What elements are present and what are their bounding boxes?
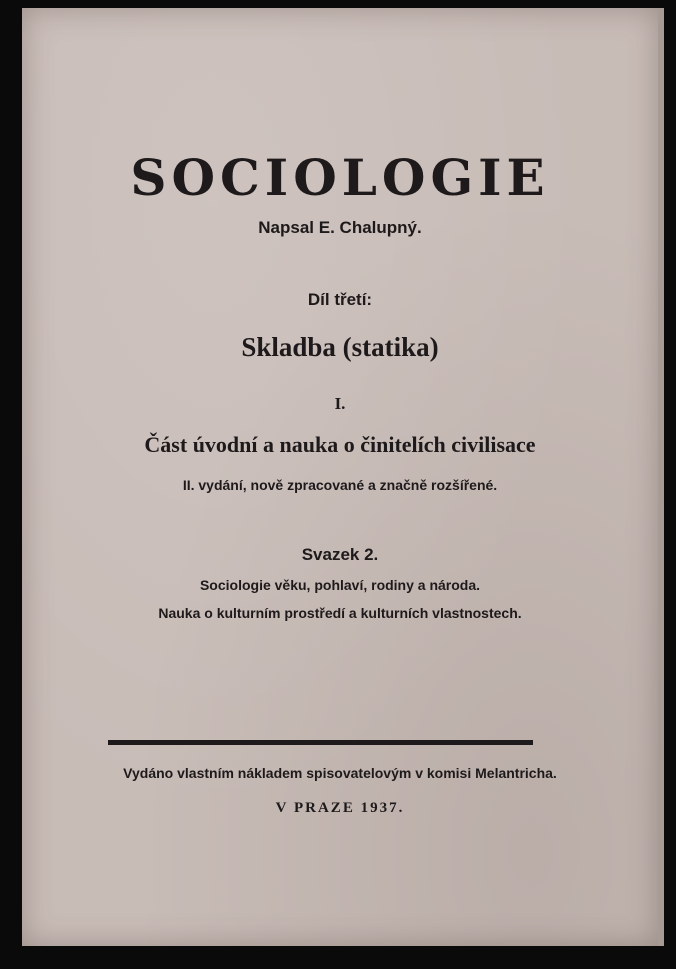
place-year: V PRAZE 1937. — [275, 800, 405, 816]
fascicle-label: Svazek 2. — [301, 545, 379, 564]
volume-number: I. — [334, 394, 346, 413]
author-line: Napsal E. Chalupný. — [258, 218, 422, 237]
contents-line-2: Nauka o kulturním prostředí a kulturních vlastnostech. — [158, 605, 522, 621]
book-subtitle: Skladba (statika) — [241, 332, 439, 362]
horizontal-rule — [108, 740, 533, 745]
contents-line-1: Sociologie věku, pohlaví, rodiny a národa. — [199, 577, 481, 593]
book-title: SOCIOLOGIE — [130, 148, 550, 207]
publisher-line: Vydáno vlastním nákladem spisovatelovým v komisi Melantricha. — [123, 765, 557, 781]
section-title: Část úvodní a nauka o činitelích civilisace — [144, 432, 536, 457]
edition-note: II. vydání, nově zpracované a značně rozšířené. — [182, 477, 498, 493]
part-label: Díl třetí: — [307, 290, 373, 309]
book-cover — [22, 8, 664, 946]
